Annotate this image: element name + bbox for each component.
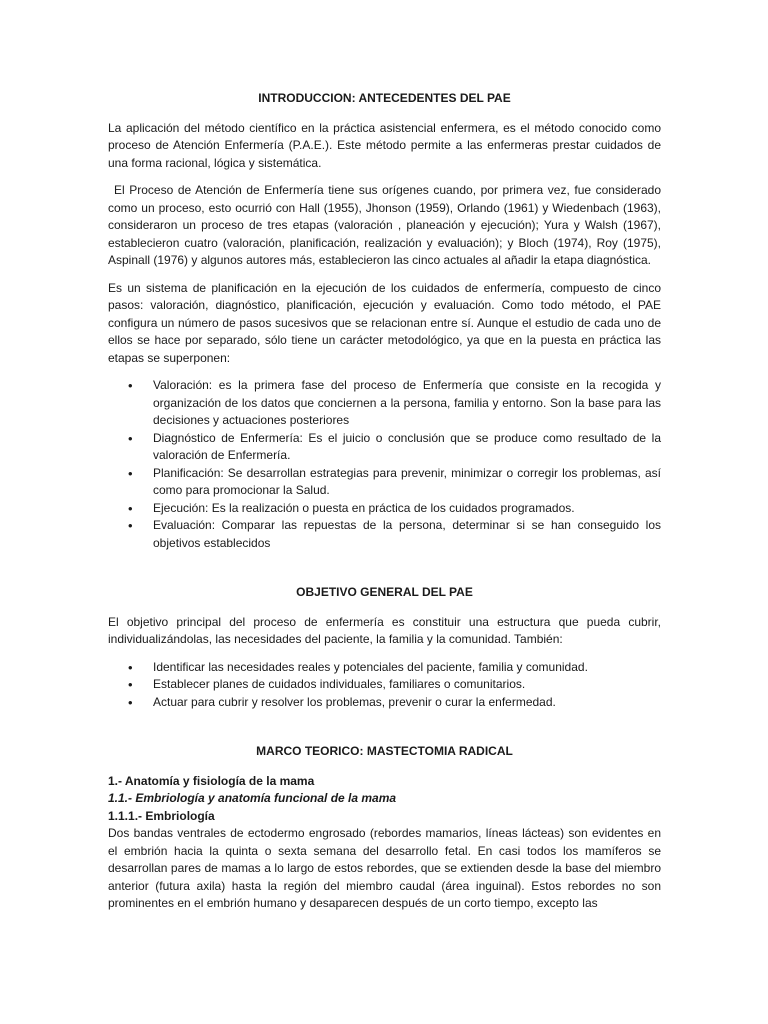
list-item: • Identificar las necesidades reales y potenciales del paciente, familia y comunidad. — [108, 659, 661, 677]
list-item: • Planificación: Se desarrollan estrategias para prevenir, minimizar o corregir los problemas, así como para promocionar la Salud. — [108, 465, 661, 500]
list-item: • Establecer planes de cuidados individuales, familiares o comunitarios. — [108, 676, 661, 694]
intro-paragraph-1: La aplicación del método científico en la práctica asistencial enfermera, es el método conocido como proceso de Atención Enfermería (P.A.E.). Este método permite a las enfermeras prestar cuidados de una forma racional, lógica y sistemática. — [108, 120, 661, 170]
intro-paragraph-3: Es un sistema de planificación en la ejecución de los cuidados de enfermería, compuesto de cinco pasos: valoración, diagnóstico, planificación, ejecución y evaluación. Como todo método, el PAE configura un número de pasos sucesivos que se relacionan entre sí. Aunque el estudio de cada uno de ellos se hace por separado, sólo tiene un carácter metodológico, ya que en la puesta en práctica las etapas se superponen: — [108, 280, 661, 365]
list-item: • Evaluación: Comparar las repuestas de la persona, determinar si se han conseguido los objetivos establecidos — [108, 517, 661, 552]
section-title-embriologia: 1.1.1.- Embriología — [108, 808, 215, 823]
intro-paragraph-2: El Proceso de Atención de Enfermería tiene sus orígenes cuando, por primera vez, fue considerado como un proceso, esto ocurrió con Hall (1955), Jhonson (1959), Orlando (1961) y Wiedenbach (1963), consideraron un proceso de tres etapas (valoración , planeación y ejecución); Yura y Walsh (1967), establecieron cuatro (valoración, planificación, realización y evaluación); y Bloch (1974), Roy (1975), Aspinall (1976) y algunos autores más, establecieron las cinco actuales al añadir la etapa diagnóstica. — [108, 183, 661, 267]
marco-paragraph: Dos bandas ventrales de ectodermo engrosado (rebordes mamarios, líneas lácteas) son evidentes en el embrión hacia la quinta o sexta semana del desarrollo fetal. En casi todos los mamíferos se desarrollan pares de mamas a lo largo de estos rebordes, que se extienden desde la base del miembro anterior (futura axila) hasta la región del miembro caudal (área inguinal). Estos rebordes no son prominentes en el embrión humano y desaparecen después de un corto tiempo, excepto las — [108, 826, 661, 910]
document-body — [108, 90, 661, 923]
pae-steps-list — [108, 377, 661, 552]
section-title-embriologia-anatomia: 1.1.- Embriología y anatomía funcional de la mama — [108, 791, 397, 805]
list-item: • Actuar para cubrir y resolver los problemas, prevenir o curar la enfermedad. — [108, 694, 661, 712]
objetivo-paragraph: El objetivo principal del proceso de enfermería es constituir una estructura que pueda cubrir, individualizándolas, las necesidades del paciente, la familia y la comunidad. También: — [108, 614, 661, 646]
objetivo-heading: OBJETIVO GENERAL DEL PAE — [296, 585, 473, 599]
marco-heading: MARCO TEORICO: MASTECTOMIA RADICAL — [256, 744, 513, 758]
section-title-anatomia: 1.- Anatomía y fisiología de la mama — [108, 773, 315, 788]
list-item: • Diagnóstico de Enfermería: Es el juicio o conclusión que se produce como resultado de la valoración de Enfermería. — [108, 430, 661, 465]
list-item: • Valoración: es la primera fase del proceso de Enfermería que consiste en la recogida y organización de los datos que conciernen a la persona, familia y entorno. Son la base para las decisiones y actuaciones posteriores — [108, 377, 661, 430]
list-item: • Ejecución: Es la realización o puesta en práctica de los cuidados programados. — [108, 500, 661, 518]
intro-heading: INTRODUCCION: ANTECEDENTES DEL PAE — [258, 91, 511, 105]
objetivo-list — [108, 659, 661, 712]
